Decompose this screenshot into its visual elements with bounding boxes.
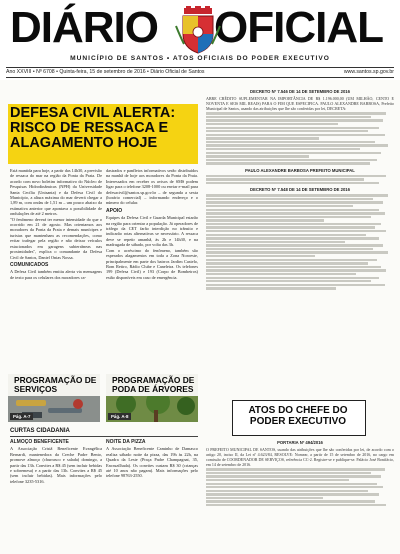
headline: DEFESA CIVIL ALERTA: RISCO DE RESSACA E ALAGAMENTO HOJE bbox=[10, 105, 176, 151]
article-paragraph: Com o acréscimo do fenômeno, também são esperados alagamentos em toda a Zona Noroeste, principalmente em parte dos bairros Jardim Castelo, Bom Retiro, Rádio Clube e Caneleira. Os telefones 199 (Defesa Civil) e 193 (Corpo de Bombeiros) estão disponíveis em caso de emergência. bbox=[106, 247, 198, 280]
atos-title: ATOS DO CHEFE DO PODER EXECUTIVO bbox=[248, 405, 348, 427]
article-subhead: COMUNICADOS bbox=[10, 261, 49, 268]
article-column-1 bbox=[10, 168, 102, 280]
masthead-subtitle: MUNICÍPIO DE SANTOS • ATOS OFICIAIS DO PODER EXECUTIVO bbox=[70, 55, 330, 62]
article-paragraph: A Defesa Civil também emitiu alerta via mensagens de texto para os celulares dos moradores ca- bbox=[10, 269, 102, 280]
article-paragraph: Equipes da Defesa Civil e Guarda Municipal estarão na região para orientar a população. Já operadores de tráfego da CET farão interdição no trânsito e indicarão rotas alternativas se necessário. A ressaca deve se repetir amanhã, às 2h e 14h30, e na madrugada de sábado, por volta das 3h. bbox=[106, 215, 198, 248]
portaria-body: O PREFEITO MUNICIPAL DE SANTOS, usando das atribuições que lhe são conferidas por lei, de acordo com o artigo 20, inciso II, da Lei nº 4.623/84, RESOLVE: Nomear, a partir de 15 de setembro de 2016, no cargo em comissão de COORDENADOR DE SERVIÇOS, referência CC-2. Registre-se e publique-se. Palácio José Bonifácio, em 14 de setembro de 2016. bbox=[206, 447, 394, 467]
portaria-section bbox=[206, 440, 394, 508]
signature-block: PAULO ALEXANDRE BARBOSA PREFEITO MUNICIPAL bbox=[245, 167, 355, 173]
article-column-2 bbox=[106, 168, 198, 280]
curtas-item-text: A Associação Cristã Beneficente Evangélica Bernardi, mantenedora da Creche Padre Bento, promove almoço (churrasco e salada) domingo, a partir das 13h. Convites a R$ 45 (sem incluir bebidas e sobremesa) e a partir das 13h. Convites a R$ 45 (sem incluir bebidas). Mais informações pelo telefone 3235-5316. bbox=[10, 446, 102, 484]
article-subhead: APOIO bbox=[106, 207, 123, 214]
article-paragraph: dastrados e panfletos informativos serão distribuídos na manhã de hoje aos moradores da Ponta da Praia. Interessados em receber os avisos de SMS podem ligar para o telefone 3208-1000 ou enviar e-mail para defesacivil@santos.sp.gov.br – de segunda a sexta (horário comercial) – informando endereço e o número do celular. bbox=[106, 168, 198, 206]
decree-heading: DECRETO Nº 7.546 DE 14 DE SETEMBRO DE 2016 bbox=[250, 89, 350, 94]
masthead-title-left: DIÁRIO bbox=[10, 3, 158, 52]
curtas-item-head: NOITE DA PIZZA bbox=[106, 439, 146, 445]
article-paragraph: "O fenômeno deverá ter menor intensidade do que o ocorrido em 21 de agosto. Mas orientamos aos moradores da Ponta da Praia e demais munícipes e turistas que mantenham as recomendações, como evitar trafegar pela região e não deixar veículos estacionados em garagens subterrâneas nas proximidades", explica o comandante da Defesa Civil de Santos, Daniel Onias Nossa. bbox=[10, 216, 102, 260]
curtas-section-title: CURTAS CIDADANIA bbox=[10, 428, 70, 434]
edition-info: Ano XXVIII • Nº 6708 • Quinta-feira, 15 de setembro de 2016 • Diário Oficial de Santos bbox=[6, 69, 205, 75]
curtas-item-head: ALMOÇO BENEFICENTE bbox=[10, 439, 69, 445]
promo-tree-pruning-page-tag: Pág. A-8 bbox=[108, 413, 131, 420]
website-link[interactable]: www.santos.sp.gov.br bbox=[343, 69, 394, 75]
section-divider bbox=[10, 436, 198, 437]
city-crest-icon bbox=[174, 6, 222, 54]
curtas-item-text: A Associação Beneficente Caminho de Damasco realiza sábado noite da pizza, das 19h às 22h, na Quadra da Leste (Praça Padre Champagnat, 35, Encruzilhada). Os convites custam R$ 30 (crianças até 10 anos não pagam). Mais informações pelo telefone 98763-2550. bbox=[106, 446, 198, 479]
decree-body: ABRE CRÉDITO SUPLEMENTAR NA IMPORTÂNCIA DE R$ 1.196.000,00 (UM MILHÃO, CENTO E NOVENTA E SEIS MIL REAIS) PARA O FIM QUE ESPECIFICA. PAULO ALEXANDRE BARBOSA, Prefeito Municipal de Santos, usando das atribuições que lhe são conferidas por lei, DECRETA: bbox=[206, 96, 394, 111]
promo-services-title: PROGRAMAÇÃO DE SERVIÇOS bbox=[14, 375, 97, 394]
article-paragraph: Está mantida para hoje, a partir das 14h30, a previsão de ressaca do mar na região da Ponta da Praia. De acordo com novo boletim informativo do Núcleo de Pesquisas Hidrodinâmicas (NPH) da Universidade Santa Cecília (Unisanta) e da Defesa Civil do Município, a altura máxima do mar deverá chegar a 1,89 m, com ondas de 1,51 m – um pouco abaixo da estimativa anterior que apontava a possibilidade de ondulações de até 2 metros. bbox=[10, 168, 102, 217]
portaria-heading: PORTARIA Nº 494/2016 bbox=[277, 440, 323, 445]
curtas-item-1 bbox=[10, 440, 102, 484]
curtas-item-2 bbox=[106, 440, 198, 479]
promo-tree-pruning-title: PROGRAMAÇÃO DE PODA DE ÁRVORES bbox=[112, 375, 195, 394]
promo-services-page-tag: Pág. A-7 bbox=[10, 413, 33, 420]
masthead bbox=[0, 0, 400, 80]
masthead-title-right: OFICIAL bbox=[214, 3, 383, 52]
decree-heading-2: DECRETO Nº 7.548 DE 14 DE SETEMBRO DE 2016 bbox=[250, 187, 350, 193]
edition-info-bar bbox=[6, 67, 394, 78]
